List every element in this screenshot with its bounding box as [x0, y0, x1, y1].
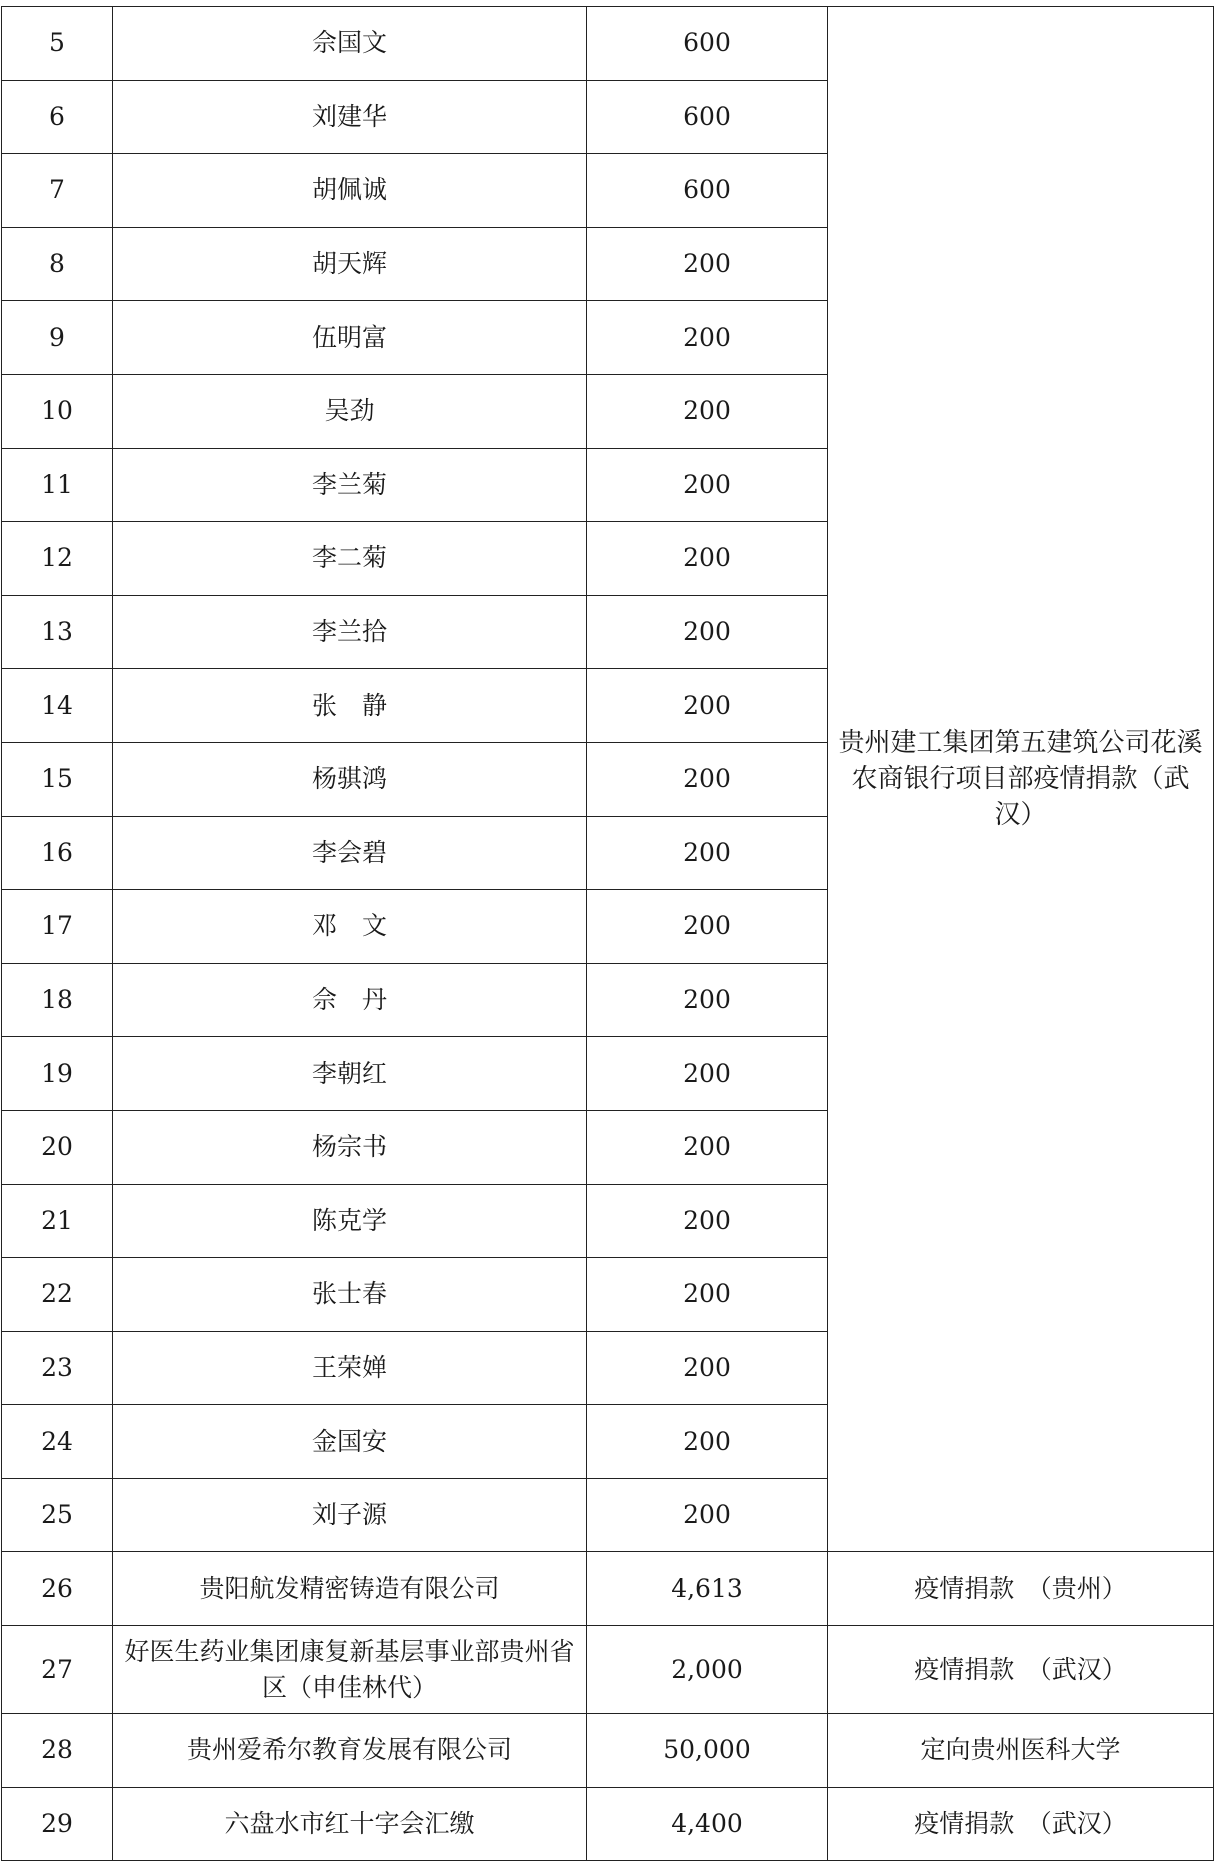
donor-name: 李二菊 — [113, 522, 587, 596]
row-number: 25 — [2, 1478, 113, 1552]
donor-name: 张士春 — [113, 1258, 587, 1332]
row-number: 12 — [2, 522, 113, 596]
table-row — [2, 1552, 1214, 1626]
row-number: 22 — [2, 1258, 113, 1332]
donor-name: 佘国文 — [113, 7, 587, 81]
donor-name: 佘 丹 — [113, 963, 587, 1037]
donation-amount: 200 — [587, 963, 828, 1037]
donor-name: 伍明富 — [113, 301, 587, 375]
donation-amount: 200 — [587, 1110, 828, 1184]
donation-amount: 600 — [587, 7, 828, 81]
donor-name: 李朝红 — [113, 1037, 587, 1111]
donor-name: 杨宗书 — [113, 1110, 587, 1184]
donor-name: 刘建华 — [113, 80, 587, 154]
row-number: 29 — [2, 1787, 113, 1861]
row-number: 5 — [2, 7, 113, 81]
table-row — [2, 1714, 1214, 1788]
table-row — [2, 1787, 1214, 1861]
donor-name: 李兰菊 — [113, 448, 587, 522]
donor-name: 邓 文 — [113, 890, 587, 964]
donation-amount: 50,000 — [587, 1714, 828, 1788]
row-number: 7 — [2, 154, 113, 228]
table-row — [2, 7, 1214, 81]
row-number: 14 — [2, 669, 113, 743]
row-number: 26 — [2, 1552, 113, 1626]
donation-amount: 200 — [587, 1331, 828, 1405]
row-number: 11 — [2, 448, 113, 522]
row-number: 27 — [2, 1626, 113, 1714]
row-number: 13 — [2, 595, 113, 669]
donation-amount: 200 — [587, 227, 828, 301]
donation-amount: 4,613 — [587, 1552, 828, 1626]
donor-name: 好医生药业集团康复新基层事业部贵州省区（申佳林代） — [113, 1626, 587, 1714]
donation-amount: 200 — [587, 374, 828, 448]
donor-name: 张 静 — [113, 669, 587, 743]
row-number: 18 — [2, 963, 113, 1037]
donation-amount: 200 — [587, 448, 828, 522]
row-number: 28 — [2, 1714, 113, 1788]
donation-amount: 200 — [587, 1478, 828, 1552]
donation-amount: 200 — [587, 890, 828, 964]
row-number: 24 — [2, 1405, 113, 1479]
donation-amount: 200 — [587, 301, 828, 375]
donor-name: 贵阳航发精密铸造有限公司 — [113, 1552, 587, 1626]
row-number: 17 — [2, 890, 113, 964]
donation-amount: 200 — [587, 1037, 828, 1111]
row-number: 6 — [2, 80, 113, 154]
donor-name: 金国安 — [113, 1405, 587, 1479]
donor-name: 陈克学 — [113, 1184, 587, 1258]
donor-name: 李会碧 — [113, 816, 587, 890]
donor-name: 胡佩诚 — [113, 154, 587, 228]
donation-amount: 200 — [587, 669, 828, 743]
donor-name: 吴劲 — [113, 374, 587, 448]
donor-name: 李兰拾 — [113, 595, 587, 669]
donation-amount: 2,000 — [587, 1626, 828, 1714]
row-number: 21 — [2, 1184, 113, 1258]
row-number: 19 — [2, 1037, 113, 1111]
donor-name: 杨骐鸿 — [113, 742, 587, 816]
donation-amount: 200 — [587, 742, 828, 816]
row-number: 23 — [2, 1331, 113, 1405]
row-number: 15 — [2, 742, 113, 816]
donation-amount: 200 — [587, 1258, 828, 1332]
donor-name: 刘子源 — [113, 1478, 587, 1552]
donation-amount: 200 — [587, 595, 828, 669]
donor-name: 王荣婵 — [113, 1331, 587, 1405]
row-number: 20 — [2, 1110, 113, 1184]
table-row — [2, 1626, 1214, 1714]
donor-name: 贵州爱希尔教育发展有限公司 — [113, 1714, 587, 1788]
donation-note: 定向贵州医科大学 — [828, 1714, 1214, 1788]
donation-amount: 600 — [587, 154, 828, 228]
row-number: 9 — [2, 301, 113, 375]
donation-amount: 4,400 — [587, 1787, 828, 1861]
donation-amount: 200 — [587, 1184, 828, 1258]
row-number: 8 — [2, 227, 113, 301]
donor-name: 胡天辉 — [113, 227, 587, 301]
donation-amount: 200 — [587, 1405, 828, 1479]
donation-amount: 600 — [587, 80, 828, 154]
merged-note-cell: 贵州建工集团第五建筑公司花溪农商银行项目部疫情捐款（武汉） — [828, 7, 1214, 1552]
row-number: 16 — [2, 816, 113, 890]
donation-amount: 200 — [587, 816, 828, 890]
donation-table — [1, 6, 1214, 1861]
donation-amount: 200 — [587, 522, 828, 596]
donation-note: 疫情捐款 （武汉） — [828, 1787, 1214, 1861]
donor-name: 六盘水市红十字会汇缴 — [113, 1787, 587, 1861]
donation-note: 疫情捐款 （武汉） — [828, 1626, 1214, 1714]
donation-note: 疫情捐款 （贵州） — [828, 1552, 1214, 1626]
row-number: 10 — [2, 374, 113, 448]
